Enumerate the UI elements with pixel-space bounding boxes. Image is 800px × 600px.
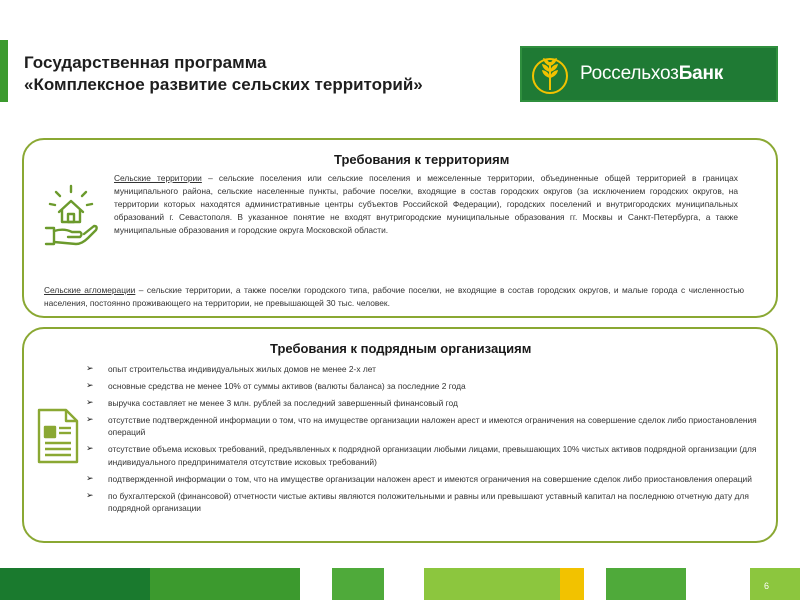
list-item: ➢ отсутствие объема исковых требований, предъявленных к подрядной организации любыми лицами, превышающих 10% чистых активов подрядной организации (для индивидуального предпринимателя отсутствие исковых требований)	[86, 443, 766, 468]
bank-logo	[520, 46, 778, 102]
list-item: ➢ подтвержденной информации о том, что на имуществе организации наложен арест и имеются ограничения на совершение сделок либо приостановления операций	[86, 473, 766, 485]
list-item: ➢ опыт строительства индивидуальных жилых домов не менее 2-х лет	[86, 363, 766, 375]
list-item: ➢ основные средства не менее 10% от суммы активов (валюты баланса) за последние 2 года	[86, 380, 766, 392]
footer-segment	[0, 568, 150, 600]
footer-segment	[332, 568, 384, 600]
house-in-hand-icon	[42, 184, 100, 250]
contractors-card-title: Требования к подрядным организациям	[270, 341, 532, 356]
territories-card	[22, 138, 778, 318]
footer-segment	[424, 568, 560, 600]
rural-territories-term: Сельские территории	[114, 173, 202, 183]
rural-territories-paragraph	[114, 172, 738, 237]
page-title-line-2: «Комплексное развитие сельских территорий»	[24, 75, 423, 94]
list-item: ➢ выручка составляет не менее 3 млн. рублей за последний завершенный финансовый год	[86, 397, 766, 409]
rural-agglomerations-definition: – сельские территории, а также поселки городского типа, рабочие поселки, не входящие в состав городских округов, и малые города с численностью населения, постоянно проживающего на территории, не превышающей 30 тыс. человек.	[44, 285, 744, 308]
page-title	[24, 52, 504, 96]
footer-segment	[750, 568, 800, 600]
document-icon	[36, 407, 80, 465]
rural-agglomerations-term: Сельские агломерации	[44, 285, 136, 295]
list-item: ➢ по бухгалтерской (финансовой) отчетности чистые активы являются положительными и равны или превышают уставный капитал на последнюю отчетную дату для подрядной организации	[86, 490, 766, 515]
contractors-card	[22, 327, 778, 543]
bank-name-bold: Банк	[678, 63, 724, 84]
wheat-emblem-icon	[526, 50, 574, 98]
territories-card-title: Требования к территориям	[334, 152, 510, 167]
footer-segment	[606, 568, 686, 600]
bank-logo-text	[580, 63, 723, 85]
footer-segment	[384, 568, 424, 600]
footer-segment	[584, 568, 606, 600]
bank-name-regular: Россельхоз	[580, 63, 679, 84]
rural-agglomerations-paragraph	[44, 284, 744, 310]
footer-segment	[560, 568, 584, 600]
page-title-line-1: Государственная программа	[24, 53, 267, 72]
footer-segment	[150, 568, 300, 600]
footer-band	[0, 568, 800, 600]
footer-segment	[686, 568, 750, 600]
footer-segment	[300, 568, 332, 600]
rural-territories-definition: – сельские поселения или сельские поселения и межселенные территории, объединенные общей территорией в границах муниципального района, сельские населенные пункты, рабочие поселки, входящие в состав городских округов (за исключением городских округов, на территории которых находятся административные центры субъектов Российской Федерации), городских поселений и внутригородских муниципальных образований г. Севастополя. В указанное понятие не входят внутригородские муниципальные образования гг. Москвы и Санкт-Петербурга, а также муниципальные образования и городские округа Московской области.	[114, 173, 738, 235]
page-number: 6	[764, 581, 770, 591]
list-item: ➢ отсутствие подтвержденной информации о том, что на имуществе организации наложен арест и имеются ограничения на совершение сделок либо приостановления операций	[86, 414, 766, 439]
contractor-requirements-list	[86, 363, 766, 519]
title-accent-bar	[0, 40, 8, 102]
